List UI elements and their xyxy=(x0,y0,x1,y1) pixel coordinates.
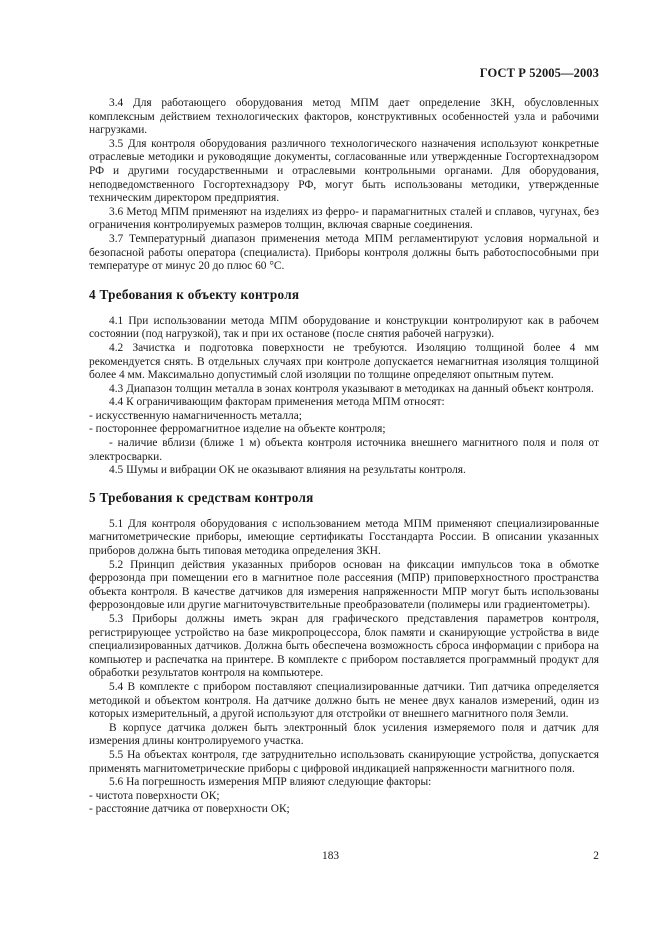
paragraph-5-5: 5.5 На объектах контроля, где затруднительно использовать сканирующие устройства, допускается применять магнитометрические приборы с цифровой индикацией напряженности магнитного поля. xyxy=(89,748,599,775)
paragraph-3-5: 3.5 Для контроля оборудования различного технологического назначения используют конкретные отраслевые методики и руководящие документы, согласованные или утвержденные Госгортехнадзором РФ и другими государственными и отраслевыми контрольными органами. Для оборудования, неподведомственного Госгортехнадзору РФ, могут быть использованы методики, утвержденные техническим директором предприятия. xyxy=(89,137,599,205)
paragraph-4-5: 4.5 Шумы и вибрации ОК не оказывают влияния на результаты контроля. xyxy=(109,464,466,477)
paragraph-3-6: 3.6 Метод МПМ применяют на изделиях из ферро- и парамагнитных сталей и сплавов, чугунах, без ограничения контролируемых размеров толщин, включая сварные соединения. xyxy=(89,205,599,232)
list-item-5-6-b: - расстояние датчика от поверхности ОК; xyxy=(89,803,290,816)
list-item-4-4-b: - постороннее ферромагнитное изделие на объекте контроля; xyxy=(89,423,386,436)
paragraph-3-4: 3.4 Для работающего оборудования метод МПМ дает определение ЗКН, обусловленных комплексным действием технологических факторов, конструктивных особенностей узла и рабочими нагрузками. xyxy=(89,97,599,137)
paragraph-4-1: 4.1 При использовании метода МПМ оборудование и конструкции контролируют как в рабочем состоянии (под нагрузкой), так и при их останове (после снятия рабочей нагрузки). xyxy=(89,314,599,341)
paragraph-5-4-cont: В корпусе датчика должен быть электронный блок усиления измеряемого поля и датчик для измерения длины контролируемого участка. xyxy=(89,721,599,748)
document-body xyxy=(89,97,599,817)
paragraph-5-3: 5.3 Приборы должны иметь экран для графического представления параметров контроля, регистрирующее устройство на базе микропроцессора, блок памяти и сканирующие устройства в виде специализированных датчиков. Должна быть обеспечена возможность сброса информации с прибора на компьютер и распечатка на принтере. В комплекте с прибором поставляется программный продукт для обработки результатов контроля на компьютере. xyxy=(89,613,599,680)
paragraph-4-2: 4.2 Зачистка и подготовка поверхности не требуются. Изоляцию толщиной более 4 мм рекомендуется снять. В отдельных случаях при контроле допускается немагнитная изоляция толщиной более 4 мм. Максимально допустимый слой изоляции по толщине определяют опытным путем. xyxy=(89,341,599,382)
page-number: 183 xyxy=(322,850,340,862)
paragraph-5-1: 5.1 Для контроля оборудования с использованием метода МПМ применяют специализированные магнитометрические приборы, имеющие сертификаты Госстандарта России. В описании указанных приборов должна быть типовая методика определения ЗКН. xyxy=(89,517,599,558)
list-item-4-4-a: - искусственную намагниченность металла; xyxy=(89,409,302,422)
paragraph-5-4: 5.4 В комплекте с прибором поставляют специализированные датчики. Тип датчика определяется методикой и объектом контроля. На датчике должно быть не менее двух каналов измерений, один из которых измерительный, а другой используют для отстройки от внешнего магнитного поля Земли. xyxy=(89,680,599,721)
section-4-title: 4 Требования к объекту контроля xyxy=(89,286,300,302)
paragraph-5-6: 5.6 На погрешность измерения МПР влияют следующие факторы: xyxy=(109,776,432,789)
list-item-5-6-a: - чистота поверхности ОК; xyxy=(89,789,220,802)
standard-header: ГОСТ Р 52005—2003 xyxy=(479,66,599,80)
paragraph-4-4: 4.4 К ограничивающим факторам применения метода МПМ относят: xyxy=(109,396,445,409)
list-item-4-4-c: - наличие вблизи (ближе 1 м) объекта контроля источника внешнего магнитного поля и поля от электросварки. xyxy=(89,437,599,463)
paragraph-4-3: 4.3 Диапазон толщин металла в зонах контроля указывают в методиках на данный объект контроля. xyxy=(109,382,594,395)
section-5-title: 5 Требования к средствам контроля xyxy=(89,489,314,505)
paragraph-3-7: 3.7 Температурный диапазон применения метода МПМ регламентируют условия нормальной и безопасной работы оператора (специалиста). Приборы контроля должны быть работоспособными при температуре от минус 20 до плюс 60 °С. xyxy=(89,232,599,273)
paragraph-5-2: 5.2 Принцип действия указанных приборов основан на фиксации импульсов тока в обмотке феррозонда при помещении его в магнитное поле рассеяния (МПР) приповерхностного пространства объекта контроля. В качестве датчиков для измерения напряженности МПР могут быть использованы феррозондовые или другие магниточувствительные преобразователи (полимеры или градиентометры). xyxy=(89,558,599,612)
sheet-number: 2 xyxy=(593,850,599,862)
